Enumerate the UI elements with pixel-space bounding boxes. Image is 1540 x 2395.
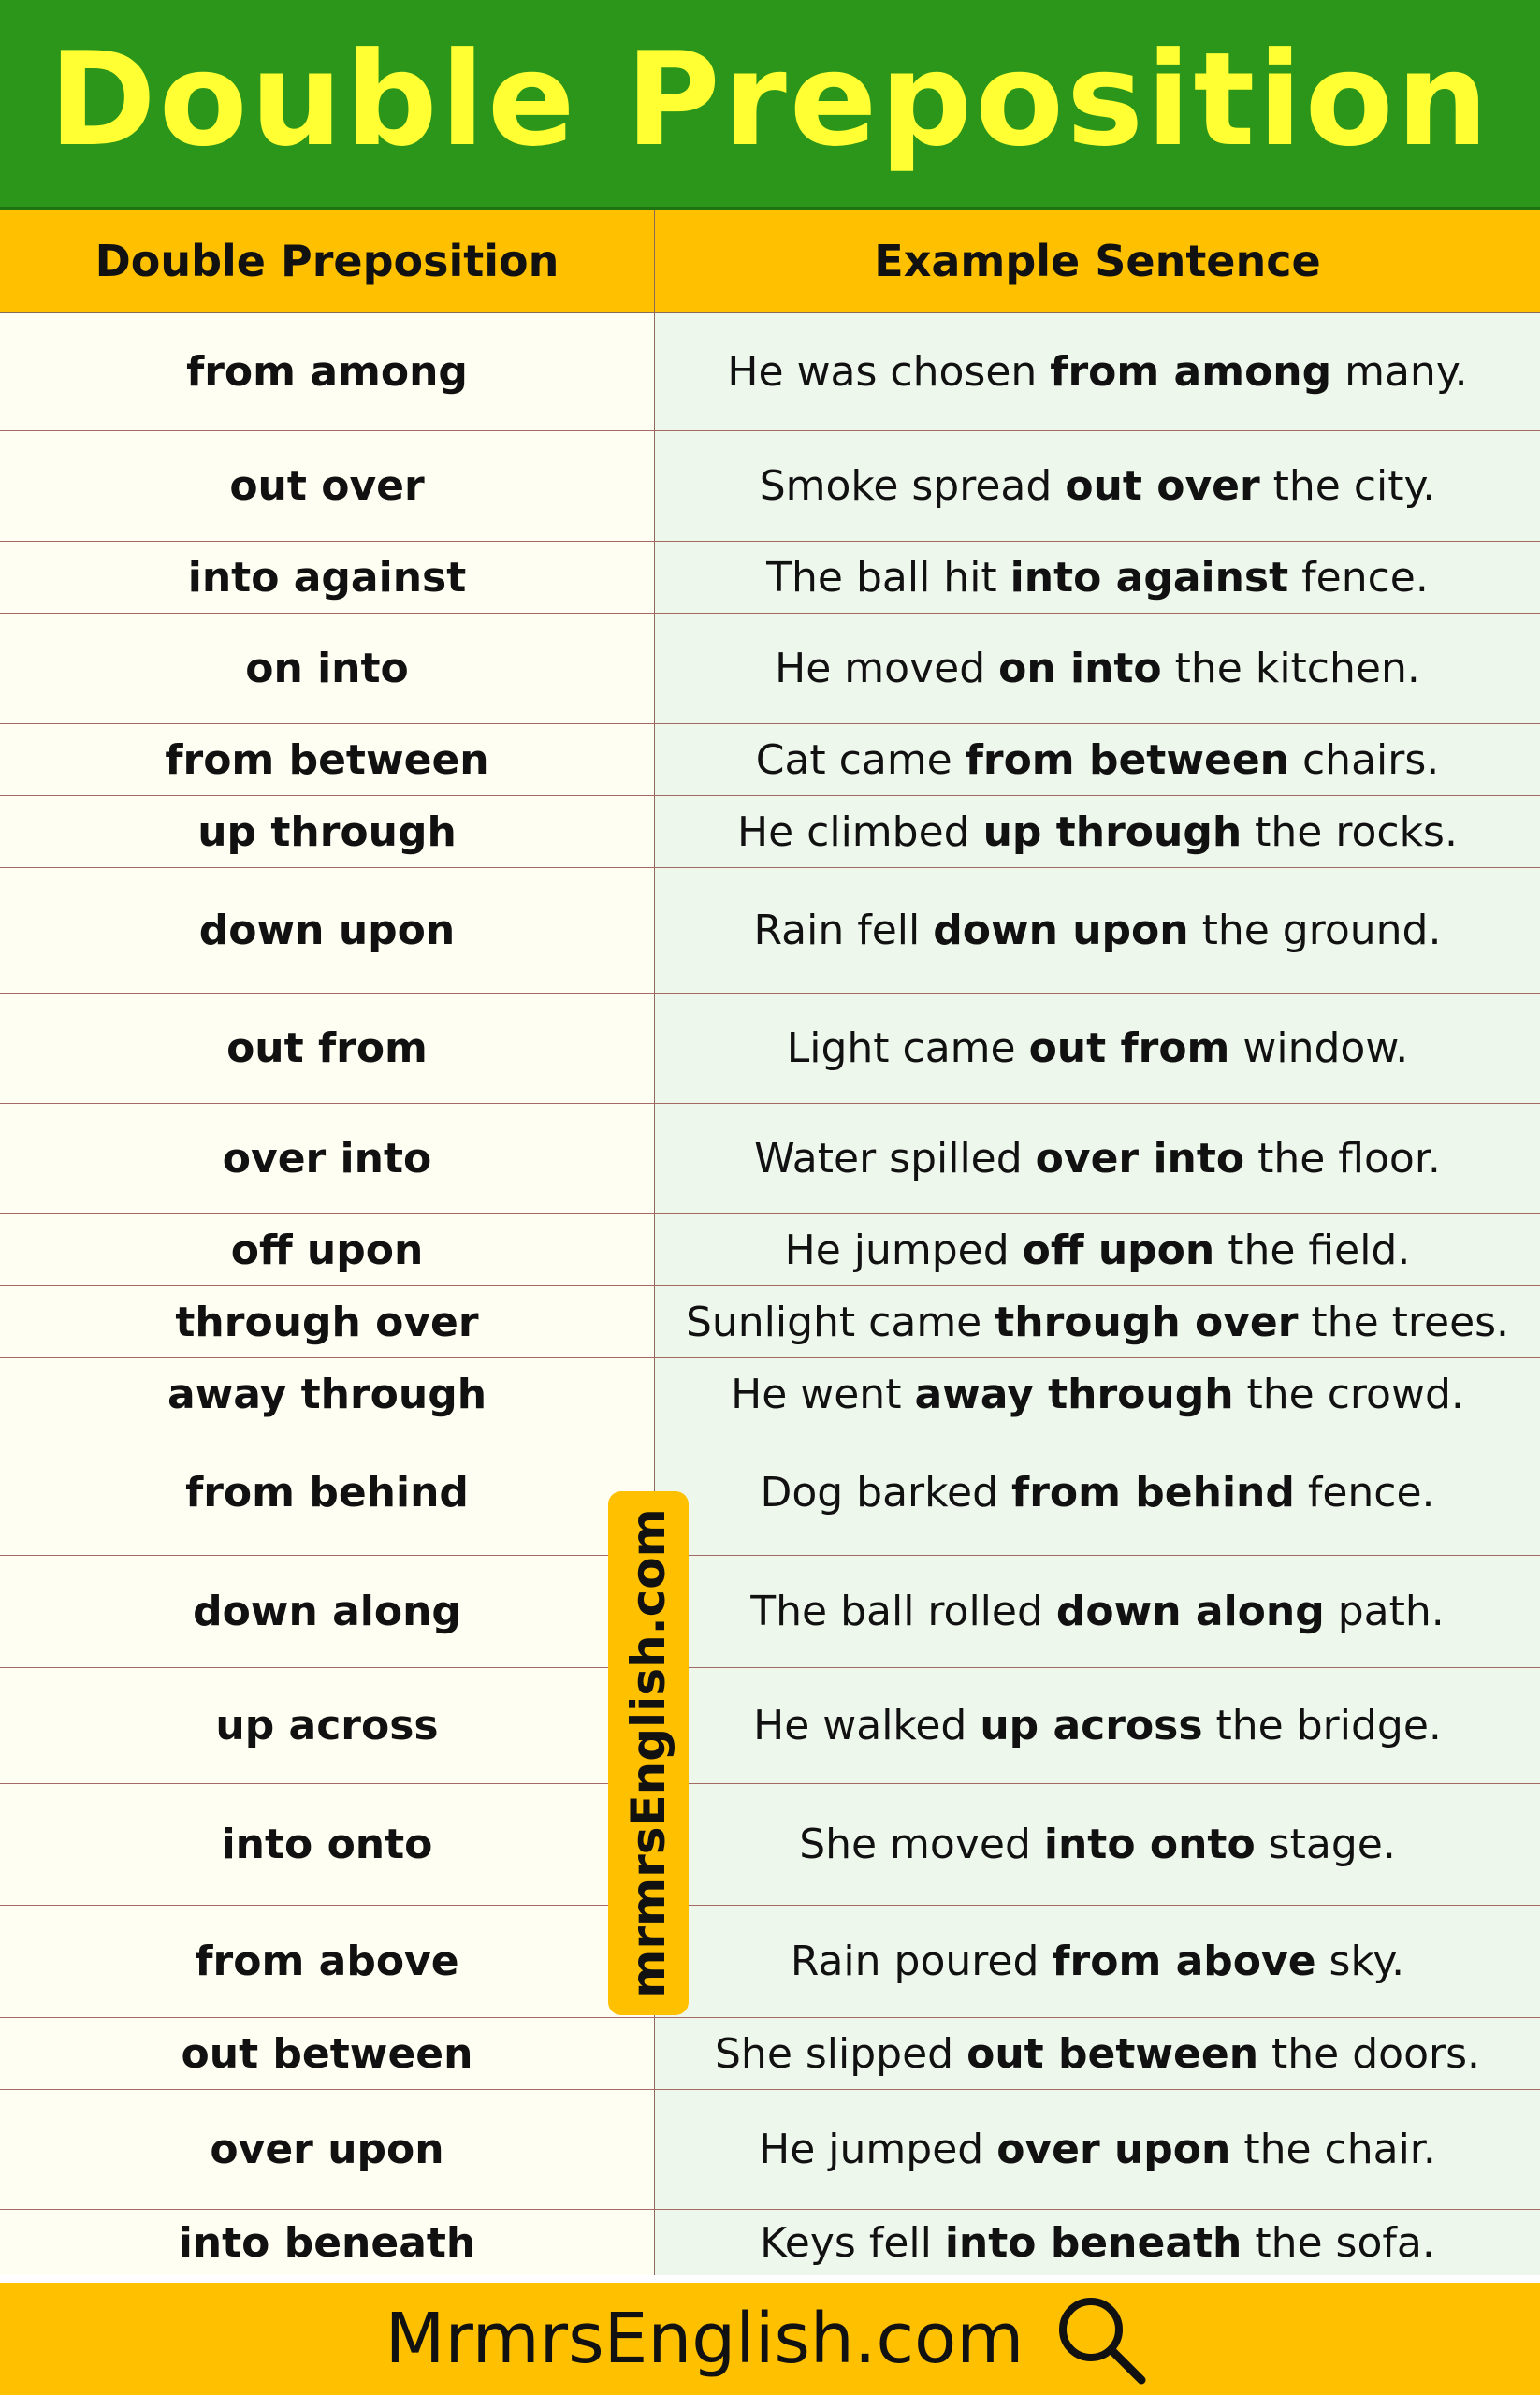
example-cell xyxy=(655,2210,1540,2275)
example-preposition: from behind xyxy=(1011,1469,1295,1517)
example-preposition: up across xyxy=(980,1702,1203,1749)
table-header xyxy=(0,210,1540,313)
example-text-after: the sofa. xyxy=(1242,2218,1435,2267)
example-text-before: Dog barked xyxy=(760,1469,1012,1517)
example-text-before: He climbed xyxy=(737,807,983,856)
watermark-badge xyxy=(608,1491,689,2015)
example-preposition: out between xyxy=(966,2029,1259,2078)
table-row xyxy=(0,2210,1540,2275)
example-cell xyxy=(655,431,1540,541)
example-preposition: into against xyxy=(1010,553,1289,602)
example-text-before: Rain poured xyxy=(790,1938,1053,1985)
preposition-cell: from above xyxy=(0,1906,655,2017)
example-preposition: from between xyxy=(965,735,1289,784)
preposition-cell: from among xyxy=(0,313,655,430)
example-text-before: He jumped xyxy=(759,2126,997,2173)
example-text-before: He moved xyxy=(775,645,999,692)
example-text-after: the kitchen. xyxy=(1161,645,1420,692)
example-cell xyxy=(655,614,1540,723)
preposition-table xyxy=(0,210,1540,2283)
preposition-cell: over upon xyxy=(0,2090,655,2209)
example-text-after: stage. xyxy=(1255,1821,1396,1868)
example-cell xyxy=(655,1358,1540,1430)
header-example-sentence: Example Sentence xyxy=(874,236,1321,286)
example-text-after: fence. xyxy=(1288,553,1429,602)
watermark-text: mrmrsEnglish.com xyxy=(621,1508,676,1998)
example-preposition: out over xyxy=(1065,462,1260,510)
example-text-after: the crowd. xyxy=(1233,1370,1464,1418)
example-text-before: He jumped xyxy=(784,1226,1023,1274)
example-text-before: Sunlight came xyxy=(685,1298,995,1346)
example-preposition: over into xyxy=(1035,1135,1245,1183)
example-preposition: down upon xyxy=(933,907,1189,954)
example-cell xyxy=(655,1430,1540,1555)
example-text-after: path. xyxy=(1324,1588,1445,1635)
example-preposition: over upon xyxy=(996,2126,1231,2173)
preposition-cell: up across xyxy=(0,1668,655,1783)
table-row xyxy=(0,994,1540,1104)
example-text-after: the field. xyxy=(1214,1226,1411,1274)
table-row xyxy=(0,868,1540,994)
preposition-cell: over into xyxy=(0,1104,655,1213)
example-preposition: off upon xyxy=(1022,1226,1215,1274)
example-text-before: Smoke spread xyxy=(759,462,1066,510)
example-cell xyxy=(655,1906,1540,2017)
example-text-after: chairs. xyxy=(1289,735,1440,784)
table-row xyxy=(0,724,1540,796)
preposition-cell: on into xyxy=(0,614,655,723)
example-text-before: He walked xyxy=(753,1702,981,1749)
example-preposition: down along xyxy=(1055,1588,1325,1635)
table-row xyxy=(0,2018,1540,2090)
title-banner xyxy=(0,0,1540,210)
example-cell xyxy=(655,2090,1540,2209)
example-text-after: the rocks. xyxy=(1242,807,1458,856)
table-row xyxy=(0,1214,1540,1286)
example-cell xyxy=(655,1668,1540,1783)
example-text-after: fence. xyxy=(1294,1469,1435,1517)
example-preposition: up through xyxy=(982,807,1242,856)
example-text-after: sky. xyxy=(1315,1938,1405,1985)
preposition-cell: down upon xyxy=(0,868,655,993)
footer-bar xyxy=(0,2283,1540,2395)
table-body xyxy=(0,313,1540,2283)
example-cell xyxy=(655,1556,1540,1667)
example-text-after: the city. xyxy=(1259,462,1436,510)
table-row xyxy=(0,1430,1540,1556)
example-preposition: away through xyxy=(914,1370,1234,1418)
preposition-cell: out over xyxy=(0,431,655,541)
example-text-before: Rain fell xyxy=(753,907,934,954)
preposition-cell: from behind xyxy=(0,1430,655,1555)
example-text-before: The ball hit xyxy=(766,553,1010,602)
header-double-preposition: Double Preposition xyxy=(0,210,655,312)
example-preposition: through over xyxy=(995,1298,1299,1346)
table-row xyxy=(0,1104,1540,1214)
example-text-before: He was chosen xyxy=(727,348,1051,396)
example-cell xyxy=(655,542,1540,613)
preposition-cell: up through xyxy=(0,796,655,867)
table-row xyxy=(0,1784,1540,1906)
example-text-before: The ball rolled xyxy=(750,1588,1056,1635)
preposition-cell: into beneath xyxy=(0,2210,655,2275)
search-icon[interactable] xyxy=(1052,2292,1155,2386)
example-cell xyxy=(655,313,1540,430)
example-text-before: Water spilled xyxy=(754,1135,1036,1183)
table-row xyxy=(0,614,1540,724)
example-preposition: from among xyxy=(1050,348,1332,396)
preposition-cell: out between xyxy=(0,2018,655,2089)
preposition-cell: into against xyxy=(0,542,655,613)
example-cell xyxy=(655,994,1540,1103)
example-preposition: from above xyxy=(1052,1938,1316,1985)
example-text-before: She slipped xyxy=(715,2029,967,2078)
table-row xyxy=(0,2090,1540,2210)
example-text-before: She moved xyxy=(799,1821,1044,1868)
preposition-cell: from between xyxy=(0,724,655,795)
example-preposition: into onto xyxy=(1043,1821,1256,1868)
footer-site[interactable]: MrmrsEnglish.com xyxy=(385,2299,1024,2379)
table-row xyxy=(0,431,1540,542)
example-text-after: the doors. xyxy=(1258,2029,1480,2078)
preposition-cell: off upon xyxy=(0,1214,655,1285)
preposition-cell: down along xyxy=(0,1556,655,1667)
table-row xyxy=(0,1358,1540,1430)
preposition-cell: out from xyxy=(0,994,655,1103)
example-cell xyxy=(655,796,1540,867)
example-cell xyxy=(655,868,1540,993)
preposition-cell: away through xyxy=(0,1358,655,1430)
example-text-after: the bridge. xyxy=(1202,1702,1442,1749)
table-row xyxy=(0,313,1540,431)
example-text-after: many. xyxy=(1331,348,1468,396)
example-text-before: Cat came xyxy=(755,735,966,784)
example-cell xyxy=(655,1286,1540,1357)
example-text-before: He went xyxy=(731,1370,915,1418)
page-title: Double Preposition xyxy=(49,24,1491,175)
preposition-cell: through over xyxy=(0,1286,655,1357)
example-cell xyxy=(655,1214,1540,1285)
example-text-after: the ground. xyxy=(1188,907,1442,954)
table-row xyxy=(0,542,1540,614)
table-row xyxy=(0,1906,1540,2018)
example-preposition: into beneath xyxy=(944,2218,1242,2267)
example-text-after: window. xyxy=(1229,1024,1409,1072)
table-row xyxy=(0,1668,1540,1784)
example-cell xyxy=(655,724,1540,795)
example-preposition: on into xyxy=(998,645,1162,692)
example-cell xyxy=(655,1784,1540,1905)
example-text-after: the trees. xyxy=(1298,1298,1510,1346)
example-preposition: out from xyxy=(1028,1024,1230,1072)
table-row xyxy=(0,1556,1540,1668)
example-cell xyxy=(655,1104,1540,1213)
example-text-after: the chair. xyxy=(1230,2126,1436,2173)
table-row xyxy=(0,1286,1540,1358)
example-text-before: Keys fell xyxy=(760,2218,945,2267)
preposition-cell: into onto xyxy=(0,1784,655,1905)
example-text-before: Light came xyxy=(786,1024,1029,1072)
table-row xyxy=(0,796,1540,868)
example-cell xyxy=(655,2018,1540,2089)
example-text-after: the floor. xyxy=(1244,1135,1441,1183)
